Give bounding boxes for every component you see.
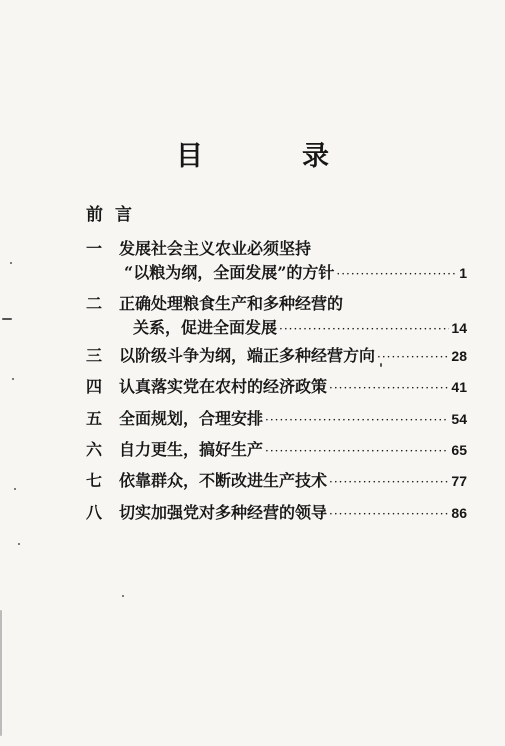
dot-leader [265, 413, 449, 427]
entry-page-number: 77 [451, 473, 467, 489]
entry-title: 切实加强党对多种经营的领导 [119, 503, 328, 522]
entry-number: 六 [86, 440, 103, 459]
dot-leader [279, 322, 449, 336]
dot-leader [329, 381, 449, 395]
scan-speck [2, 318, 12, 320]
scan-speck [10, 262, 12, 264]
dot-leader [329, 475, 449, 489]
entry-title: 依靠群众，不断改进生产技术 [119, 471, 328, 490]
entry-number: 一 [86, 239, 103, 258]
entry-page-number: 86 [451, 505, 467, 521]
toc-entry [86, 374, 467, 398]
toc-entry [86, 343, 467, 367]
entry-number: 三 [86, 346, 103, 365]
page-title: 目 录 [176, 141, 365, 172]
dot-leader [265, 444, 449, 458]
entry-number: 八 [86, 503, 103, 522]
scan-speck [14, 488, 16, 490]
toc-entry [86, 468, 467, 492]
scan-speck [380, 363, 382, 367]
toc-entry [86, 437, 467, 461]
entry-title-continued: “以粮为纲，全面发展”的方针 [124, 263, 335, 282]
entry-number: 五 [86, 409, 103, 428]
scan-speck [0, 610, 2, 736]
scan-speck [122, 595, 124, 597]
entry-title: 发展社会主义农业必须坚持 [119, 239, 312, 258]
scan-speck [18, 543, 20, 545]
entry-page-number: 41 [451, 379, 467, 395]
entry-number: 二 [86, 294, 103, 313]
entry-page-number: 54 [451, 411, 467, 427]
entry-page-number: 65 [451, 442, 467, 458]
entry-page-number: 1 [459, 265, 467, 281]
dot-leader [377, 350, 449, 364]
entry-page-number: 28 [451, 348, 467, 364]
toc-entry [86, 406, 467, 430]
entry-title: 正确处理粮食生产和多种经营的 [119, 294, 344, 313]
toc-entry-preface: 前言 [86, 205, 144, 225]
toc-entry [86, 236, 467, 284]
entry-title: 以阶级斗争为纲，端正多种经营方向 [119, 346, 376, 365]
entry-title-continued: 关系，促进全面发展 [133, 318, 278, 337]
entry-title: 认真落实党在农村的经济政策 [119, 377, 328, 396]
toc-entry [86, 291, 467, 339]
scan-speck [12, 378, 14, 380]
dot-leader [329, 507, 449, 521]
entry-title: 自力更生，搞好生产 [119, 440, 264, 459]
dot-leader [336, 267, 457, 281]
entry-number: 四 [86, 377, 103, 396]
entry-page-number: 14 [451, 320, 467, 336]
toc-entry [86, 500, 467, 524]
entry-number: 七 [86, 471, 103, 490]
entry-title: 全面规划，合理安排 [119, 409, 264, 428]
